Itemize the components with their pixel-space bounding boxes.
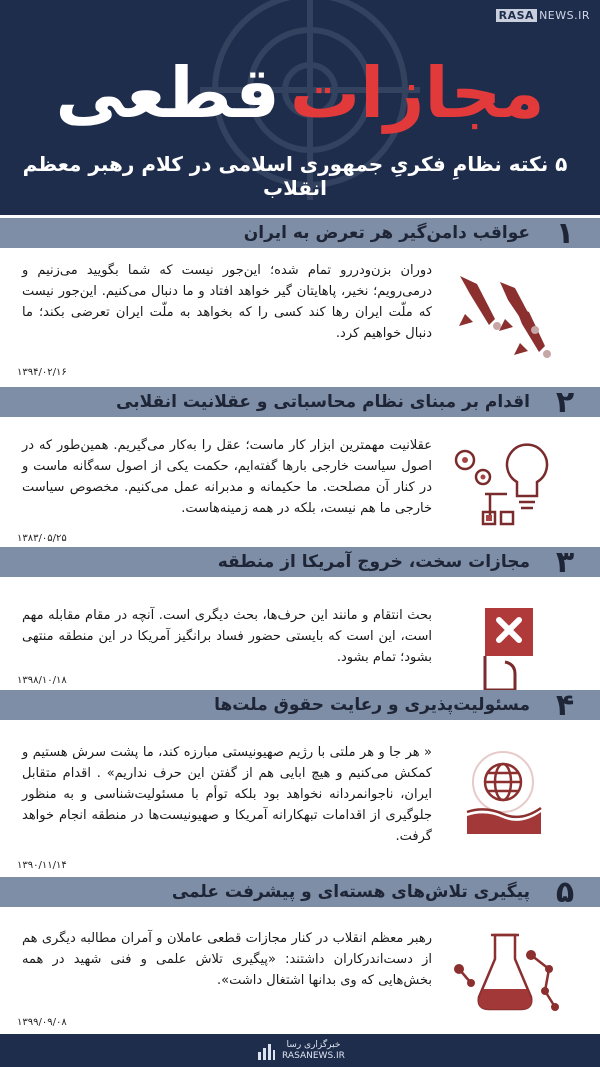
section-number: ۱ (555, 215, 575, 251)
section-date: ۱۳۹۴/۰۲/۱۶ (17, 367, 67, 378)
section-title: مسئولیت‌پذیری و رعایت حقوق ملت‌ها (214, 695, 530, 715)
footer-bar (0, 1034, 600, 1067)
flask-molecule-icon (445, 925, 570, 1025)
section-text: « هر جا و هر ملتی با رژیم صهیونیستی مبارزه کند، ما پشت سرش هستیم و کمکش می‌کنیم و هیچ ابایی هم از گفتن این حرف نداریم» . اقدام متقابل ایران، ناجوانمردانه نخواهد بود بلکه توأم با مسئولیت‌شناسی و به منظور جلوگیری از اقدامات تبهکارانه آمریکا و صهیونیست‌ها در منطقه انجام خواهد گرفت. (22, 745, 432, 844)
title-part-white: قطعی (55, 52, 280, 134)
section-bar-2 (0, 384, 600, 420)
header-banner (0, 0, 600, 215)
section-date: ۱۳۹۰/۱۱/۱۴ (17, 860, 67, 871)
section-title: پیگیری تلاش‌های هسته‌ای و پیشرفت علمی (171, 882, 530, 902)
footer-agency: خبرگزاری رسا RASANEWS.IR (282, 1039, 345, 1061)
section-number: ۴ (555, 687, 575, 723)
section-text: عقلانیت مهمترین ابزار کار ماست؛ عقل را به‌کار می‌گیریم. همین‌طور که در اصول سیاست خارجی بارها گفته‌ایم، حکمت یکی از اصول سه‌گانه ماست و در کنار آن مصلحت. ما حکیمانه و مدبرانه عمل می‌کنیم. مخصوص سیاست خارجی ما هم نیست، بلکه در همه زمینه‌هاست. (22, 438, 432, 516)
section-bar-3 (0, 544, 600, 580)
section-number: ۵ (555, 874, 575, 910)
rasa-building-icon (255, 1040, 277, 1062)
page-title (0, 48, 600, 138)
section-title: اقدام بر مبنای نظام محاسباتی و عقلانیت انقلابی (116, 392, 530, 412)
rasa-news-logo: RASA NEWS.IR (496, 9, 590, 22)
section-text: رهبر معظم انقلاب در کنار مجازات قطعی عاملان و آمران مطالبه دیگری هم از دست‌اندرکاران داشتند: «پیگیری تلاش علمی و فنی شهید در همه بخش‌هایی که وی بدانها اشتغال داشت». (22, 931, 432, 988)
section-date: ۱۳۸۳/۰۵/۲۵ (17, 533, 67, 544)
section-number: ۳ (555, 544, 575, 580)
section-bar-5 (0, 874, 600, 910)
section-number: ۲ (555, 384, 575, 420)
hand-ballot-icon (445, 600, 570, 700)
section-text: دوران بزن‌ودررو تمام شده؛ این‌جور نیست که شما بگویید می‌زنیم و درمی‌رویم؛ نخیر، پاهایتان گیر خواهد افتاد و ما دنبال می‌کنیم. این‌جور نیست که ملّت ایران رها کند کسی را که بخواهد به ملّت ایران تعرضی بکند؛ ما دنبال خواهیم کرد. (22, 263, 432, 341)
section-bar-4 (0, 687, 600, 723)
page-subtitle: ۵ نکته نظامِ فکریِ جمهوری اسلامی در کلام رهبر معظم انقلاب (22, 152, 568, 200)
section-bar-1 (0, 215, 600, 251)
missiles-icon (445, 264, 570, 364)
title-part-red: مجازات (289, 52, 545, 134)
section-title: مجازات سخت، خروج آمریکا از منطقه (217, 552, 530, 572)
section-title: عواقب دامن‌گیر هر تعرض به ایران (243, 223, 530, 243)
hand-globe-icon (445, 742, 570, 842)
section-date: ۱۳۹۸/۱۰/۱۸ (17, 675, 67, 686)
section-text: بحث انتقام و مانند این حرف‌ها، بحث دیگری است. آنچه در مقام مقابله مهم است، این است که بایستی حضور فساد برانگیز آمریکا در این منطقه منتهی بشود؛ تمام بشود. (22, 608, 432, 665)
section-date: ۱۳۹۹/۰۹/۰۸ (17, 1017, 67, 1028)
brain-gears-icon (445, 432, 570, 532)
